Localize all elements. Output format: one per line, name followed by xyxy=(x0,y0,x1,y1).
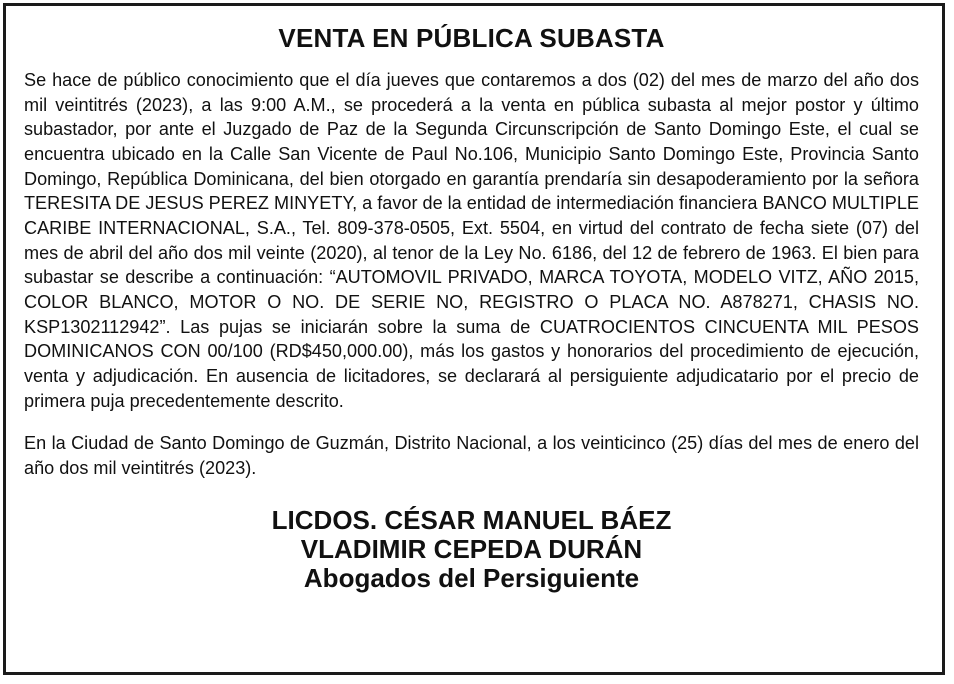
notice-closing-paragraph: En la Ciudad de Santo Domingo de Guzmán, Distrito Nacional, a los veinticinco (25) días del mes de enero del año dos mil veintitrés (2023). xyxy=(24,433,919,478)
signature-line-1: LICDOS. CÉSAR MANUEL BÁEZ xyxy=(271,504,672,535)
signature-block xyxy=(24,506,919,593)
legal-notice-box xyxy=(3,3,945,675)
notice-title: VENTA EN PÚBLICA SUBASTA xyxy=(278,23,665,53)
signature-line-2: VLADIMIR CEPEDA DURÁN xyxy=(300,533,643,564)
signature-role: Abogados del Persiguiente xyxy=(303,562,640,593)
notice-body-paragraph: Se hace de público conocimiento que el día jueves que contaremos a dos (02) del mes de marzo del año dos mil veintitrés (2023), a las 9:00 A.M., se procederá a la venta en pública subasta al mejor postor y último subastador, por ante el Juzgado de Paz de la Segunda Circunscripción de Santo Domingo Este, el cual se encuentra ubicado en la Calle San Vicente de Paul No.106, Municipio Santo Domingo Este, Provincia Santo Domingo, República Dominicana, del bien otorgado en garantía prendaría sin desapoderamiento por la señora TERESITA DE JESUS PEREZ MINYETY, a favor de la entidad de intermediación financiera BANCO MULTIPLE CARIBE INTERNACIONAL, S.A., Tel. 809-378-0505, Ext. 5504, en virtud del contrato de fecha siete (07) del mes de abril del año dos mil veinte (2020), al tenor de la Ley No. 6186, del 12 de febrero de 1963. El bien para subastar se describe a continuación: “AUTOMOVIL PRIVADO, MARCA TOYOTA, MODELO VITZ, AÑO 2015, COLOR BLANCO, MOTOR O NO. DE SERIE NO, REGISTRO O PLACA NO. A878271, CHASIS NO. KSP1302112942”. Las pujas se iniciarán sobre la suma de CUATROCIENTOS CINCUENTA MIL PESOS DOMINICANOS CON 00/100 (RD$450,000.00), más los gastos y honorarios del procedimiento de ejecución, venta y adjudicación. En ausencia de licitadores, se declarará al persiguiente adjudicatario por el precio de primera puja precedentemente descrito. xyxy=(24,70,919,411)
